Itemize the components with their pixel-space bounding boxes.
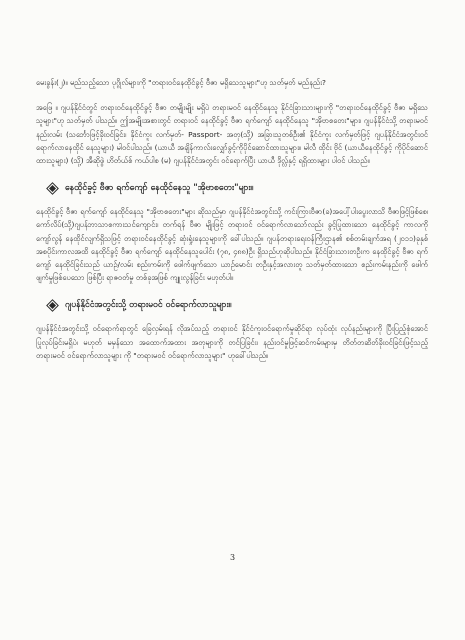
diamond-bullet-icon [48, 301, 57, 310]
section-heading-illegal-entry [36, 298, 428, 312]
question-paragraph: မေးခွန်း(၂)။ မည်သည့်သော ပုဂ္ဂိုလ်များကို "တရားဝင်နေထိုင်ခွင့် ဗီဇာ မရှိသေသူများ"ဟု သတ်မှတ် မည်နည်း? [36, 78, 326, 87]
illegal-entry-paragraph: ဂျပန်နိုင်ငံအတွင်းသို့ ဝင်ရောက်ရာတွင် ခြေလှမ်းရန် လိုအပ်သည့် တရားဝင် နိုင်ငံကူးဝင်ရောက်မှုဆိုင်ရာ လုပ်ထုံး လုပ်နည်းများကို ပြီးပြည့်စုံအောင် ပြုလုပ်ခြင်းမရှိပဲ၊ မဟုတ် မမှန်သော အထောက်အထား အတုများကို တင်ပြခြင်း၊ နည်းဝင်မှုဖြင့်ဆင်ကမ်းများမှ တိတ်တဆိတ်ခိုးဝင်ခြင်းဖြင့်သည့် တရားမဝင် ဝင်ရောက်လာသူများ ကို "တရားမဝင် ဝင်ရောက်လာသူများ" ဟုခေါ်ပါသည်။ [36, 324, 428, 360]
section-heading-overstay [36, 181, 428, 195]
section-heading-illegal-entry-text: ဂျပန်နိုင်ငံအတွင်းသို့ တရားမဝင် ဝင်ရောက်လာသူများ။ [65, 300, 232, 311]
document-body [36, 76, 428, 362]
page-number: 3 [229, 553, 236, 562]
overstay-paragraph: နေထိုင်ခွင့် ဗီဇာ ရက်ကျော် နေထိုင်နေသူ "အိုဗာစတေး"များ ဆိုသည်မှာ ဂျပန်နိုင်ငံအတွင်းသို့ ကင်းကြားဗီဇာ(ခ)အပေါ့်ပါးပွေးလာသိ ဗီဇာဖြင့်ဖြစ်စေ၊ ကော်လိပ်(သို့)ဂျပန်ဘာသာစကားသင်ကျောင်း၊ တက်ရန် ဗီဇာ မျိုးဖြင့် တရားဝင် ဝင်ရောက်လာသော်လည်း ခွင့်ပြုထားသော နေထိုင်ခွင့် ကာလကို ကျော်လွန် နေထိုင်လျက်ရှိသဖြင့် တရားဝင်နေထိုင်ခွင့် ဆုံးရှုံးနေသူများကို ခေါ်ပါသည်။ ဂျပန်တရားရေးဝန်ကြီးဌာန၏ စစ်တမ်းချက်အရ (၂၀၁၁)ခုနှစ် အစပိုင်းကာလအထိ နေထိုင်ခွင့် ဗီဇာ ရက်ကျော် နေထိုင်နေသူပေါင်း (၇၈, ၄၈၈)ဦး ရှိသည်ဟုဆိုပါသည်။ နိုင်ငံခြားသားတဦးက နေထိုင်ခွင့် ဗီဇာ ရက်ကျော် နေထိုင်ခြင်းသည် ယာဉ်/လမ်း စည်းကမ်းကို ဖေါက်ဖျက်သော ယာဉ်မောင်း တဦးနှင့်အလားတူ သတ်မှတ်ထားသော စည်းကမ်းနည်းကို ဖေါက်ဖျက်မှုဖြစ်ပေသော ဖြစ်ပြီး ရာဇဝတ်မှု တစ်ခုအဖြစ် ကျူးလွန်ခြင်း မဟုတ်ပါ။ [36, 207, 428, 283]
diamond-bullet-icon [48, 184, 57, 193]
answer-paragraph: အဖြေ ။ ဂျပန်နိုင်ငံတွင် တရားဝင်နေထိုင်ခွင့် ဗီဇာ တမျိုးမျိုး မရှိပဲ တရားမဝင် နေထိုင်နေသူ နိုင်ငံခြားသားများကို "တရားဝင်နေထိုင်ခွင့် ဗီဇာ မရှိသေသူများ"ဟု သတ်မှတ် ပါသည်။ ဤအမျိုးအစားတွင် တရားဝင် နေထိုင်ခွင့် ဗီဇာ ရက်ကျော် နေထိုင်နေသူ "အိုဗာစတေး"များ၊ ဂျပန်နိုင်ငံသို့ တရားမဝင်နည်းလမ်း (သင်္ဘောဖြင့်ခိုးဝင်ခြင်း၊ နိုင်ငံကူး လက်မှတ်- Passport- အတု(သို့) အခြားသူတစ်ဦး၏ နိုင်ငံကူး လက်မှတ်ဖြင့် ဂျပန်နိုင်ငံအတွင်းဝင်ရောက်လာနေထိုင် နေသူများ) မါဝင်ပါသည်။ (ယာယီ အချိန်ကာလ်းလျှော်ခွင့်ကိုပိုင်ဆောင်ထားသူများ။ မါလီ ထိုင်း ဗိုင် (ယာယီနေထိုင်ခွင့် ကိုပိုင်ဆောင် ထားသူများ) (သို့) အီဆိုဖွဲ ဟိတ်ယ်စ် ကယ်ပါစ (မ) ဂျပန်နိုင်ငံအတွင်း ဝင်ရောက်ပြီး ယာယီ ဒိုလ္လ်နှင့် ရရှိထားများ ပါဝင် ပါသည်။ [36, 103, 428, 166]
section-heading-overstay-text: နေထိုင်ခွင့် ဗီဇာ ရက်ကျော် နေထိုင်နေသူ "အိုဗာစတေး"များ။ [65, 183, 254, 194]
